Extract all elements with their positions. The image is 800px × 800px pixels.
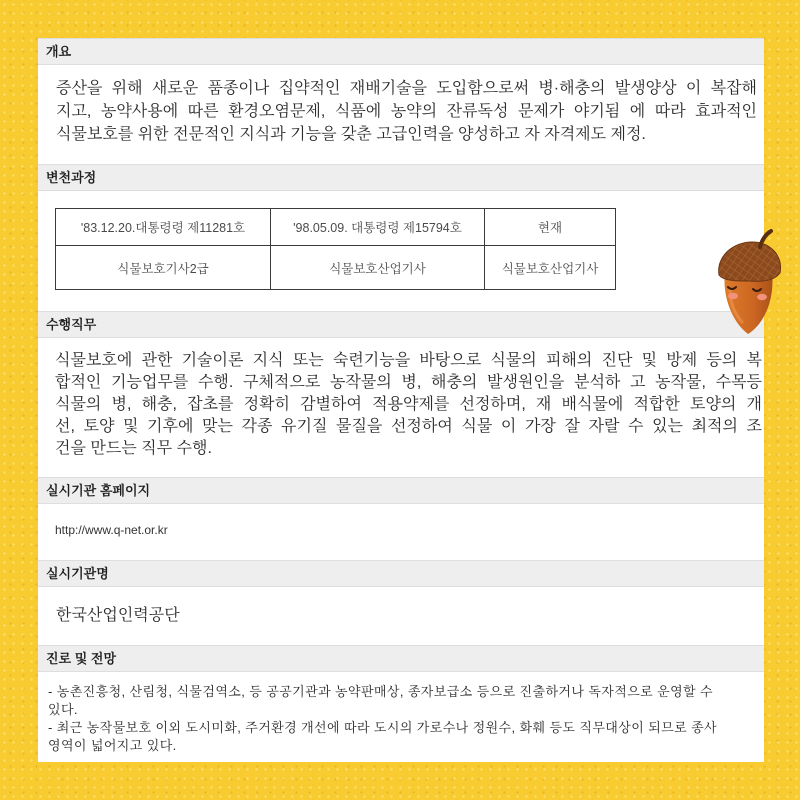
homepage-title: 실시기관 홈페이지 <box>38 477 764 504</box>
section-homepage <box>38 477 764 560</box>
overview-title: 개요 <box>38 38 764 65</box>
career-line: - 농촌진흥청, 산림청, 식물검역소, 등 공공기관과 농약판매상, 종자보급소 등으로 진출하거나 독자적으로 운영할 수 <box>48 684 713 699</box>
career-line: 있다. <box>48 702 78 717</box>
section-career <box>38 645 764 762</box>
duties-title: 수행직무 <box>38 311 764 338</box>
section-overview <box>38 38 764 164</box>
career-body <box>38 672 764 762</box>
table-cell: '83.12.20.대통령령 제11281호 <box>56 209 271 246</box>
duties-line: 건을 만드는 직무 수행. <box>55 440 212 457</box>
agency-name: 한국산업인력공단 <box>56 607 180 624</box>
overview-line: 식물보호를 위한 전문적인 지식과 기능을 갖춘 고급인력을 양성하고 자 자격제도 제정. <box>56 126 646 143</box>
duties-line: 선, 토양 및 기후에 맞는 각종 유기질 물질을 선정하여 식물 이 가장 잘 자랄 수 있는 최적의 조 <box>55 418 762 435</box>
duties-line: 합적인 기능업무를 수행. 구체적으로 농작물의 병, 해충의 발생원인을 분석하 고 농작물, 수목등 <box>55 374 762 391</box>
table-row <box>56 209 616 246</box>
table-cell: '98.05.09. 대통령령 제15794호 <box>271 209 485 246</box>
info-card <box>38 38 764 762</box>
career-line: - 최근 농작물보호 이외 도시미화, 주거환경 개선에 따라 도시의 가로수나 정원수, 화훼 등도 직무대상이 되므로 종사 <box>48 720 717 735</box>
table-cell: 현재 <box>485 209 616 246</box>
career-title: 진로 및 전망 <box>38 645 764 672</box>
section-duties <box>38 311 764 477</box>
table-cell: 식물보호산업기사 <box>485 246 616 290</box>
acorn-icon <box>714 226 784 338</box>
agency-title: 실시기관명 <box>38 560 764 587</box>
duties-line: 식물의 병, 해충, 잡초를 정확히 감별하여 적용약제를 선정하며, 재 배식물에 적합한 토양의 개 <box>55 396 762 413</box>
overview-line: 증산을 위해 새로운 품종이나 집약적인 재배기술을 도입함으로써 병·해충의 발생양상 이 복잡해 <box>56 80 757 97</box>
section-history <box>38 164 764 311</box>
history-body <box>38 191 764 311</box>
table-cell: 식물보호산업기사 <box>271 246 485 290</box>
overview-body <box>38 65 764 164</box>
career-line: 영역이 넓어지고 있다. <box>48 738 177 753</box>
homepage-url: http://www.q-net.or.kr <box>55 523 168 537</box>
history-title: 변천과정 <box>38 164 764 191</box>
homepage-body <box>38 504 764 560</box>
duties-body <box>38 338 764 477</box>
history-table <box>55 208 616 290</box>
section-agency <box>38 560 764 645</box>
table-row <box>56 246 616 290</box>
overview-line: 지고, 농약사용에 따른 환경오염문제, 식품에 농약의 잔류독성 문제가 야기됨 에 따라 효과적인 <box>56 103 757 120</box>
agency-body <box>38 587 764 645</box>
duties-line: 식물보호에 관한 기술이론 지식 또는 숙련기능을 바탕으로 식물의 피해의 진단 및 방제 등의 복 <box>55 352 762 369</box>
table-cell: 식물보호기사2급 <box>56 246 271 290</box>
